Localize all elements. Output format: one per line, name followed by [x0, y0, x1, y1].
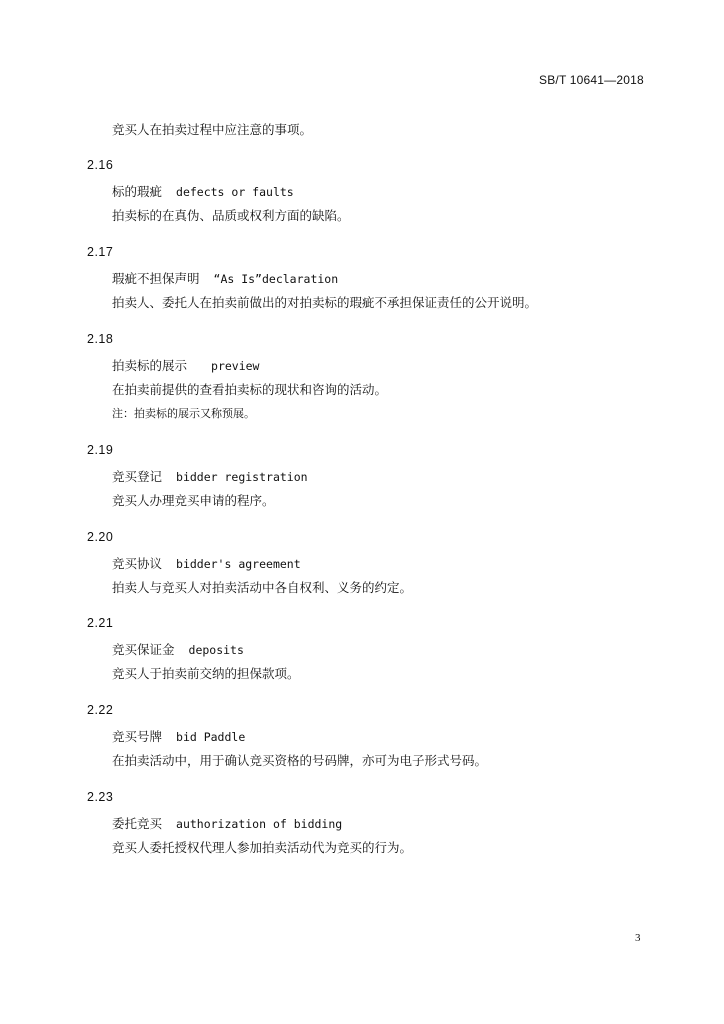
entry-number: 2.21: [87, 616, 114, 630]
entry-term: [112, 727, 245, 745]
term-zh: 标的瑕疵: [112, 184, 163, 199]
term-en: preview: [211, 359, 260, 373]
entry-number: 2.23: [87, 790, 114, 804]
entry-number: 2.20: [87, 530, 114, 544]
entry-definition: 竞买人于拍卖前交纳的担保款项。: [112, 666, 300, 681]
term-en: authorization of bidding: [176, 817, 343, 831]
entry-term: [112, 356, 259, 374]
term-zh: 委托竞买: [112, 816, 163, 831]
entry-definition: 拍卖人与竞买人对拍卖活动中各自权利、义务的约定。: [112, 580, 413, 595]
page-number: 3: [635, 932, 641, 944]
entry-definition: 在拍卖活动中，用于确认竞买资格的号码牌，亦可为电子形式号码。: [112, 753, 488, 768]
term-en: deposits: [188, 643, 244, 657]
entry-number: 2.17: [87, 245, 114, 259]
entry-term: [112, 640, 244, 658]
term-zh: 竞买登记: [112, 469, 163, 484]
term-zh: 拍卖标的展示: [112, 358, 188, 373]
term-en: bid Paddle: [176, 730, 246, 744]
entry-number: 2.18: [87, 332, 114, 346]
entry-term: [112, 269, 338, 287]
entry-definition: 竞买人委托授权代理人参加拍卖活动代为竞买的行为。: [112, 840, 413, 855]
entry-term: [112, 467, 308, 485]
term-en: bidder registration: [176, 470, 308, 484]
entry-definition: 拍卖人、委托人在拍卖前做出的对拍卖标的瑕疵不承担保证责任的公开说明。: [112, 295, 538, 310]
entry-number: 2.22: [87, 703, 114, 717]
term-zh: 瑕疵不担保声明: [112, 271, 200, 286]
entry-number: 2.19: [87, 443, 114, 457]
entry-term: [112, 554, 301, 572]
term-en: defects or faults: [176, 185, 294, 199]
term-zh: 竞买号牌: [112, 729, 163, 744]
entry-note: 注：拍卖标的展示又称预展。: [112, 407, 255, 420]
standard-code: SB/T 10641—2018: [539, 73, 644, 87]
entry-term: [112, 182, 294, 200]
intro-definition: 竞买人在拍卖过程中应注意的事项。: [112, 122, 313, 137]
entry-number: 2.16: [87, 158, 114, 172]
entry-definition: 在拍卖前提供的查看拍卖标的现状和咨询的活动。: [112, 382, 388, 397]
term-en: bidder's agreement: [176, 557, 301, 571]
term-zh: 竞买保证金: [112, 642, 175, 657]
entry-term: [112, 814, 342, 832]
entry-definition: 拍卖标的在真伪、品质或权利方面的缺陷。: [112, 208, 350, 223]
term-en: “As Is”declaration: [213, 272, 339, 286]
entry-definition: 竞买人办理竞买申请的程序。: [112, 493, 275, 508]
term-zh: 竞买协议: [112, 556, 163, 571]
